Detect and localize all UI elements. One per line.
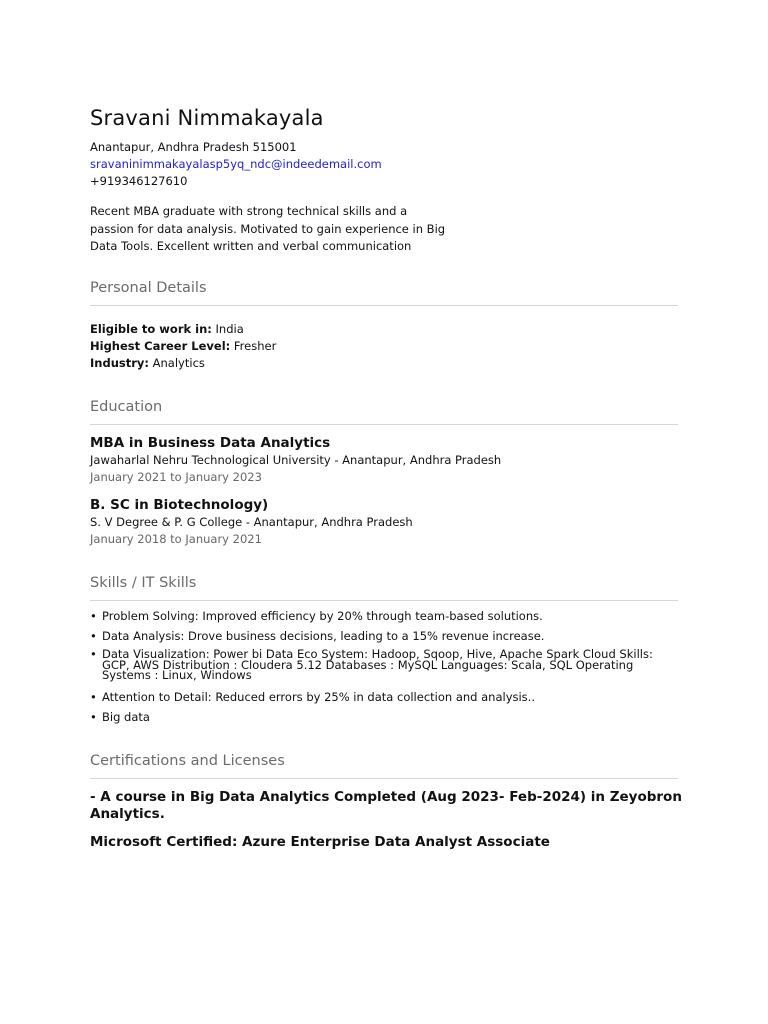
bullet: • (90, 709, 97, 724)
detail-label: Industry: (90, 356, 149, 370)
detail-label: Eligible to work in: (90, 322, 212, 336)
skill-text: Data Visualization: Power bi Data Eco System: Hadoop, Sqoop, Hive, Apache Spark Cloud Skills: GCP, AWS Distribution : Cloudera 5.12 Databases : MySQL Languages: Scala, SQL Operating Systems : Linux, Windows (102, 647, 653, 682)
detail-industry (90, 355, 205, 373)
education-degree: MBA in Business Data Analytics (90, 435, 331, 451)
detail-label: Highest Career Level: (90, 339, 231, 353)
detail-value: India (215, 322, 244, 336)
skill-text: Big data (102, 709, 150, 724)
education-dates: January 2021 to January 2023 (90, 470, 262, 484)
skills-list (90, 609, 678, 730)
section-title-education: Education (90, 399, 163, 415)
section-divider (90, 305, 678, 306)
list-item (90, 690, 678, 705)
location: Anantapur, Andhra Pradesh 515001 (90, 140, 297, 154)
email-link[interactable]: sravaninimmakayalasp5yq_ndc@indeedemail.com (90, 157, 382, 171)
education-school: Jawaharlal Nehru Technological University - Anantapur, Andhra Pradesh (90, 453, 502, 467)
section-title-certifications: Certifications and Licenses (90, 753, 285, 769)
summary-text: Recent MBA graduate with strong technical skills and a passion for data analysis. Motivated to gain experience in Big Data Tools. Excellent written and verbal communication (90, 204, 446, 253)
education-school: S. V Degree & P. G College - Anantapur, Andhra Pradesh (90, 515, 413, 529)
skill-text: Attention to Detail: Reduced errors by 25% in data collection and analysis.. (102, 689, 535, 704)
certification-item: Microsoft Certified: Azure Enterprise Data Analyst Associate (90, 834, 550, 850)
education-dates: January 2018 to January 2021 (90, 532, 262, 546)
candidate-name: Sravani Nimmakayala (90, 106, 324, 130)
section-title-personal-details: Personal Details (90, 280, 207, 296)
list-item (90, 710, 678, 725)
section-divider (90, 600, 678, 601)
list-item (90, 629, 678, 644)
bullet: • (90, 629, 97, 643)
detail-value: Fresher (233, 339, 277, 353)
list-item (90, 649, 678, 681)
bullet: • (90, 647, 97, 661)
section-divider (90, 778, 678, 779)
detail-career-level (90, 338, 276, 356)
certification-item: - A course in Big Data Analytics Completed (Aug 2023- Feb-2024) in Zeyobron Analytics. (90, 789, 682, 822)
section-divider (90, 424, 678, 425)
skill-text: Problem Solving: Improved efficiency by 20% through team-based solutions. (102, 609, 543, 623)
phone-number: +919346127610 (90, 174, 188, 188)
section-title-skills: Skills / IT Skills (90, 575, 197, 591)
detail-eligible (90, 321, 244, 339)
list-item (90, 609, 678, 624)
bullet: • (90, 609, 97, 623)
skill-text: Data Analysis: Drove business decisions, leading to a 15% revenue increase. (102, 629, 545, 643)
bullet: • (90, 689, 97, 704)
education-degree: B. SC in Biotechnology) (90, 497, 269, 513)
detail-value: Analytics (152, 356, 205, 370)
